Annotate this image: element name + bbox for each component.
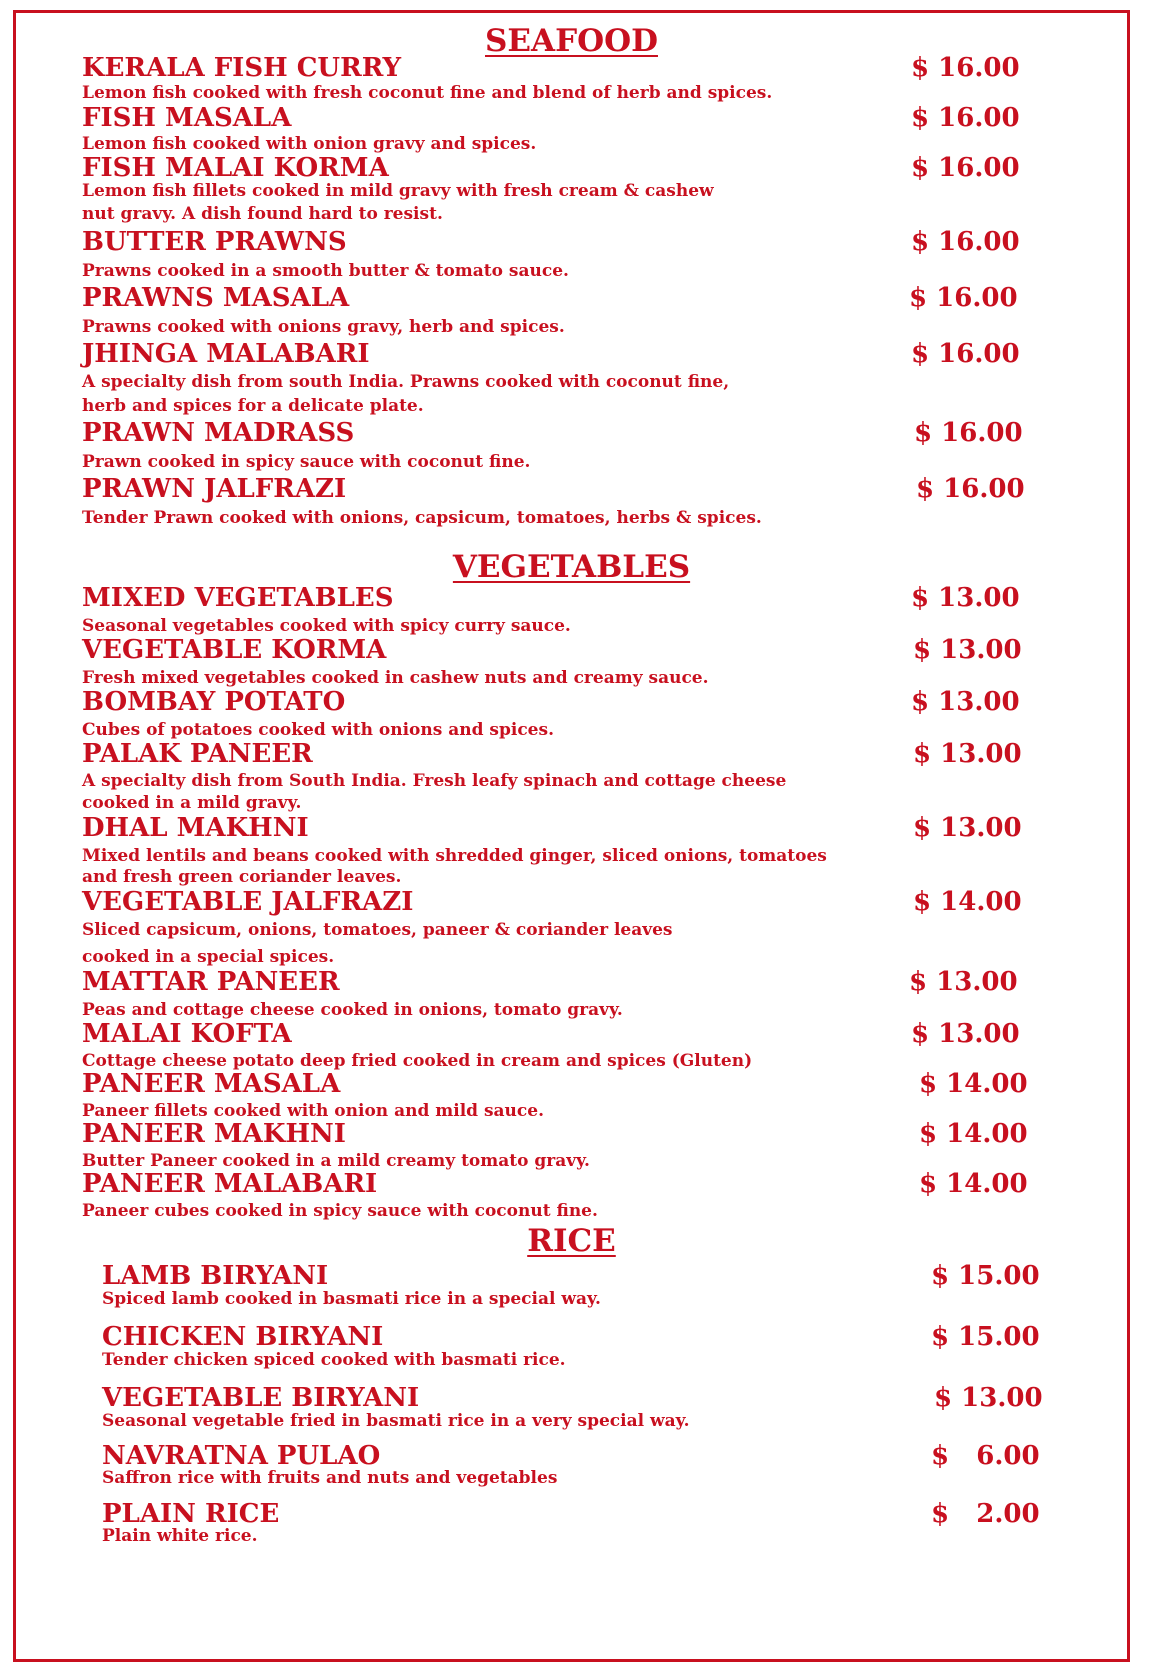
dish-name: VEGETABLE JALFRAZI xyxy=(82,887,414,917)
dish-description: Tender Prawn cooked with onions, capsicum, tomatoes, herbs & spices. xyxy=(82,508,762,528)
dish-name: FISH MALAI KORMA xyxy=(82,153,389,183)
dish-price: $ 13.00 xyxy=(913,739,1022,769)
dish-price: $ 6.00 xyxy=(931,1441,1040,1471)
dish-price: $ 15.00 xyxy=(931,1322,1040,1352)
dish-description: Lemon fish cooked with onion gravy and spices. xyxy=(82,134,537,154)
dish-description: and fresh green coriander leaves. xyxy=(82,867,402,887)
dish-price: $ 13.00 xyxy=(911,687,1020,717)
dish-name: CHICKEN BIRYANI xyxy=(102,1322,384,1352)
dish-price: $ 16.00 xyxy=(911,103,1020,133)
dish-description: Spiced lamb cooked in basmati rice in a special way. xyxy=(102,1289,601,1309)
dish-name: KERALA FISH CURRY xyxy=(82,53,402,83)
dish-name: DHAL MAKHNI xyxy=(82,813,309,843)
dish-description: Fresh mixed vegetables cooked in cashew nuts and creamy sauce. xyxy=(82,668,709,688)
dish-description: Saffron rice with fruits and nuts and vegetables xyxy=(102,1468,558,1488)
dish-price: $ 16.00 xyxy=(916,474,1025,504)
dish-price: $ 14.00 xyxy=(913,887,1022,917)
dish-name: PRAWN MADRASS xyxy=(82,418,355,448)
dish-description: Paneer cubes cooked in spicy sauce with coconut fine. xyxy=(82,1201,598,1221)
dish-description: Prawn cooked in spicy sauce with coconut fine. xyxy=(82,452,531,472)
dish-name: PANEER MAKHNI xyxy=(82,1119,346,1149)
dish-price: $ 16.00 xyxy=(911,153,1020,183)
dish-name: PANEER MALABARI xyxy=(82,1169,378,1199)
dish-name: PRAWN JALFRAZI xyxy=(82,474,347,504)
dish-price: $ 13.00 xyxy=(909,967,1018,997)
dish-description: Paneer fillets cooked with onion and mild sauce. xyxy=(82,1101,544,1121)
dish-price: $ 13.00 xyxy=(934,1383,1043,1413)
dish-name: NAVRATNA PULAO xyxy=(102,1441,381,1471)
dish-name: BUTTER PRAWNS xyxy=(82,227,347,257)
dish-price: $ 16.00 xyxy=(909,283,1018,313)
dish-price: $ 16.00 xyxy=(911,53,1020,83)
dish-price: $ 14.00 xyxy=(919,1169,1028,1199)
dish-price: $ 16.00 xyxy=(914,418,1023,448)
dish-description: Seasonal vegetable fried in basmati rice in a very special way. xyxy=(102,1411,690,1431)
dish-price: $ 13.00 xyxy=(913,813,1022,843)
dish-price: $ 16.00 xyxy=(911,339,1020,369)
dish-description: Prawns cooked in a smooth butter & tomato sauce. xyxy=(82,261,569,281)
dish-price: $ 13.00 xyxy=(911,583,1020,613)
dish-description: Cottage cheese potato deep fried cooked in cream and spices (Gluten) xyxy=(82,1051,753,1071)
dish-price: $ 16.00 xyxy=(911,227,1020,257)
dish-description: Prawns cooked with onions gravy, herb and spices. xyxy=(82,317,565,337)
dish-description: Sliced capsicum, onions, tomatoes, paneer & coriander leaves xyxy=(82,920,673,940)
dish-description: nut gravy. A dish found hard to resist. xyxy=(82,204,443,224)
dish-description: Mixed lentils and beans cooked with shredded ginger, sliced onions, tomatoes xyxy=(82,846,827,866)
dish-description: Tender chicken spiced cooked with basmati rice. xyxy=(102,1350,566,1370)
dish-name: PLAIN RICE xyxy=(102,1499,280,1529)
section-heading-rice: RICE xyxy=(527,1223,616,1259)
dish-name: LAMB BIRYANI xyxy=(102,1261,329,1291)
dish-description: Lemon fish cooked with fresh coconut fine and blend of herb and spices. xyxy=(82,83,773,103)
dish-name: VEGETABLE KORMA xyxy=(82,635,387,665)
dish-name: PANEER MASALA xyxy=(82,1069,341,1099)
section-heading-seafood: SEAFOOD xyxy=(485,23,658,59)
dish-price: $ 14.00 xyxy=(919,1069,1028,1099)
dish-description: Seasonal vegetables cooked with spicy curry sauce. xyxy=(82,616,571,636)
dish-description: cooked in a mild gravy. xyxy=(82,793,302,813)
dish-name: VEGETABLE BIRYANI xyxy=(102,1383,420,1413)
dish-name: FISH MASALA xyxy=(82,103,292,133)
section-heading-vegetables: VEGETABLES xyxy=(452,549,691,585)
dish-name: MALAI KOFTA xyxy=(82,1019,292,1049)
dish-price: $ 14.00 xyxy=(919,1119,1028,1149)
dish-name: MIXED VEGETABLES xyxy=(82,583,394,613)
dish-price: $ 15.00 xyxy=(931,1261,1040,1291)
dish-description: Plain white rice. xyxy=(102,1526,258,1546)
dish-description: A specialty dish from South India. Fresh leafy spinach and cottage cheese xyxy=(82,771,787,791)
dish-description: Peas and cottage cheese cooked in onions, tomato gravy. xyxy=(82,1000,623,1020)
dish-price: $ 13.00 xyxy=(911,1019,1020,1049)
dish-price: $ 13.00 xyxy=(913,635,1022,665)
dish-name: BOMBAY POTATO xyxy=(82,687,346,717)
menu-page xyxy=(13,10,1130,1662)
dish-name: MATTAR PANEER xyxy=(82,967,340,997)
dish-price: $ 2.00 xyxy=(931,1499,1040,1529)
dish-description: Cubes of potatoes cooked with onions and spices. xyxy=(82,720,554,740)
dish-name: JHINGA MALABARI xyxy=(82,339,370,369)
dish-description: Butter Paneer cooked in a mild creamy tomato gravy. xyxy=(82,1151,590,1171)
dish-name: PALAK PANEER xyxy=(82,739,313,769)
dish-description: Lemon fish fillets cooked in mild gravy with fresh cream & cashew xyxy=(82,181,714,201)
dish-description: herb and spices for a delicate plate. xyxy=(82,396,424,416)
dish-description: cooked in a special spices. xyxy=(82,947,335,967)
dish-description: A specialty dish from south India. Prawns cooked with coconut fine, xyxy=(82,372,730,392)
dish-name: PRAWNS MASALA xyxy=(82,283,350,313)
